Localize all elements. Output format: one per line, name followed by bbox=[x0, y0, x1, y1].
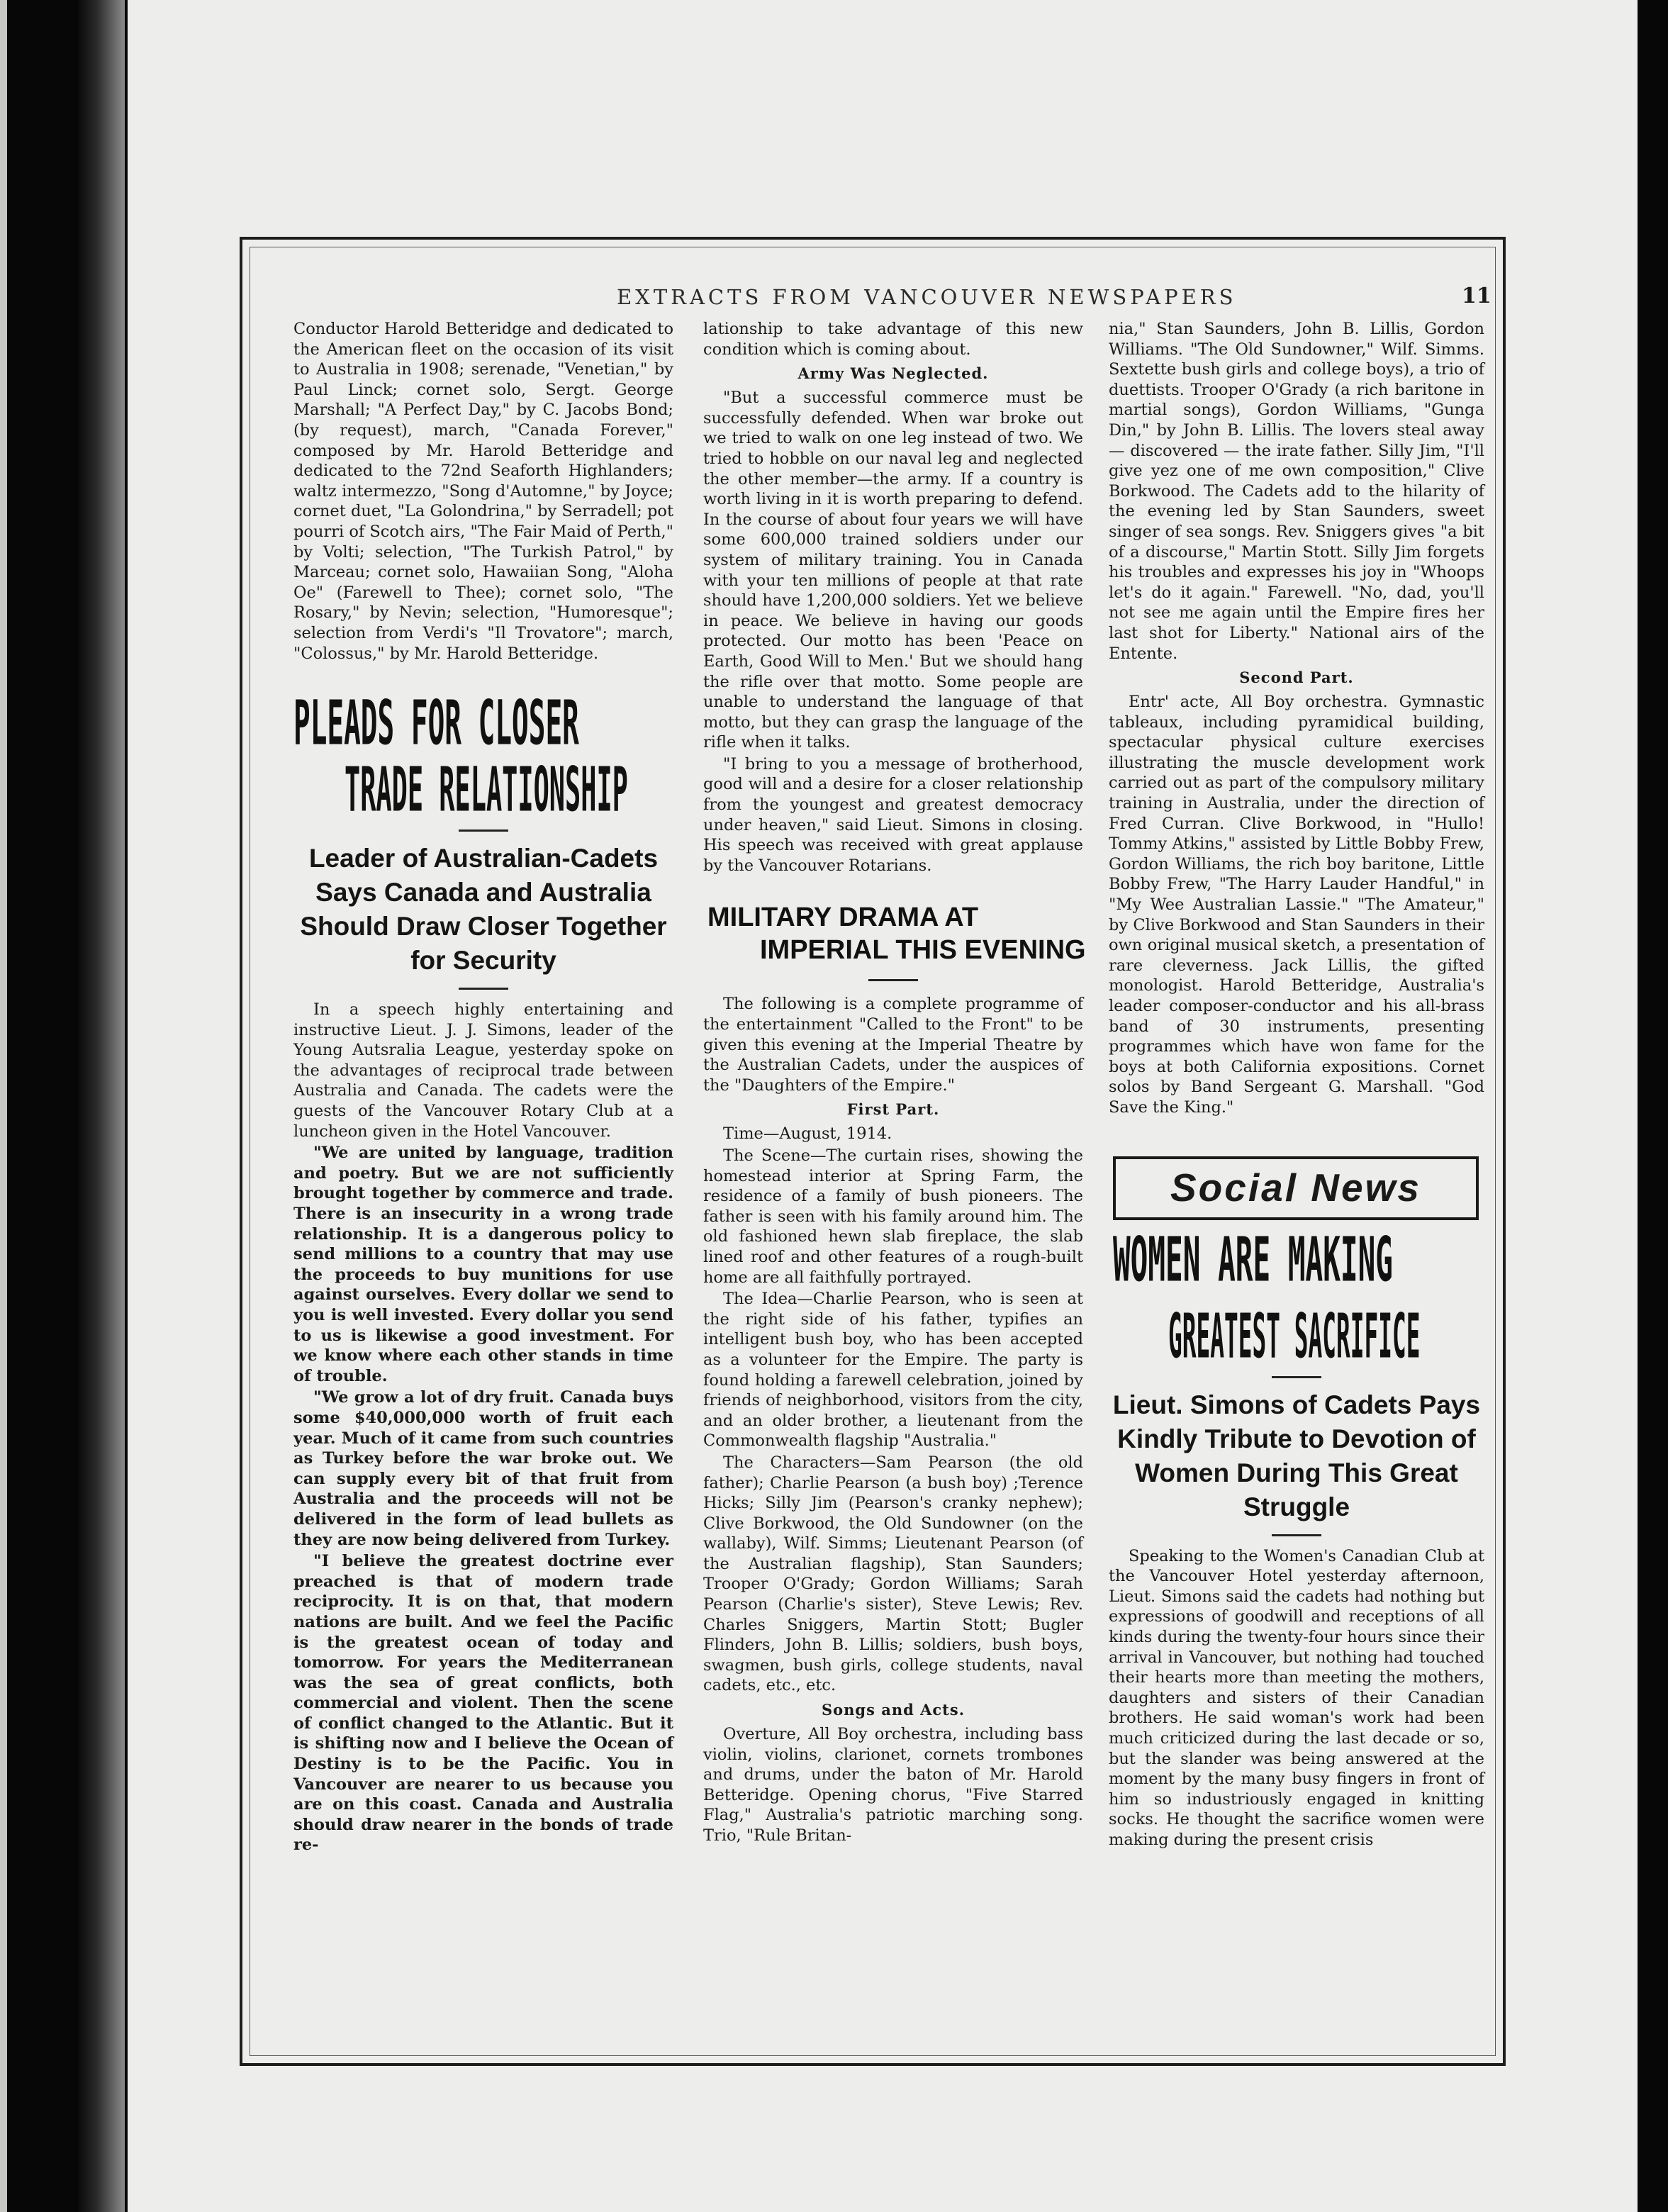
subhead-songs: Songs and Acts. bbox=[821, 1701, 965, 1719]
article-paragraph: "I believe the greatest doctrine ever preached is that of modern trade reciprocity. It is on that, that modern nations are built. And we feel the Pacific is the greatest ocean of today and tomorrow. For years the Mediterranean was the sea of great conflicts, both commercial and violent. Then the scene of conflict changed to the Atlantic. But it is shifting now and I believe the Ocean of Destiny is to be the Pacific. You in Vancouver are nearer to us because you are on this coast. Canada and Australia should draw nearer in the bonds of trade re- bbox=[293, 1552, 673, 1855]
headline-rule bbox=[868, 979, 918, 981]
social-news-banner: Social News bbox=[1113, 1156, 1479, 1220]
headline-line-1: WOMEN ARE MAKING bbox=[1113, 1224, 1393, 1295]
headline-rule bbox=[1272, 1376, 1321, 1378]
headline-rule bbox=[459, 830, 508, 832]
continuation: lationship to take advantage of this new condition which is coming about. bbox=[703, 320, 1083, 359]
page-number: 11 bbox=[1462, 284, 1491, 308]
programme-end: Conductor Harold Betteridge and dedicated to the American fleet on the occasion of its visit to Australia in 1908; serenade, "Venetian," by Paul Linck; cornet solo, Sergt. George Marshall; "A Perfect Day," by C. Jacobs Bond; (by request), march, "Canada Forever," composed by Mr. Harold Betteridge and dedicated to the 72nd Seaforth Highlanders; waltz intermezzo, "Song d'Automne," by Joyce; cornet duet, "La Golondrina," by Serradell; pot pourri of Scotch airs, "The Fair Maid of Perth," by Volti; selection, "The Turkish Patrol," by Marceau; cornet solo, Hawaiian Song, "Aloha Oe" (Farewell to Thee); cornet solo, "The Rosary," by Nevin; selection, "Humoresque"; selection from Verdi's "Il Trovatore"; march, "Colossus," by Mr. Harold Betteridge. bbox=[293, 320, 673, 663]
left-page-edge bbox=[0, 0, 7, 2212]
subhead-army: Army Was Neglected. bbox=[797, 364, 989, 383]
article-paragraph: Entr' acte, All Boy orchestra. Gymnastic tableaux, including pyramidical building, spectacular physical culture exercises illustrating the muscle development work carried out as part of the compulsory military training in Australia, under the direction of Fred Curran. Clive Borkwood, in "Hullo! Tommy Atkins," assisted by Little Bobby Frew, Gordon Williams, the rich boy baritone, Little Bobby Frew, "The Harry Lauder Handful," in "My Wee Australian Lassie." "The Amateur," by Clive Borkwood and Stan Saunders in their own original musical sketch, a presentation of rare cleverness. Jack Lillis, the gifted monologist. Harold Betteridge, Australia's leader composer-conductor and his all-brass band of 30 instruments, presenting programmes which have won fame for the boys at both California expositions. Cornet solos by Band Sergeant G. Marshall. "God Save the King." bbox=[1109, 693, 1484, 1117]
deck-rule bbox=[1272, 1534, 1321, 1536]
article-paragraph: "We grow a lot of dry fruit. Canada buys some $40,000,000 worth of fruit each year. Much of it came from such countries as Turkey before the war broke out. We can supply every bit of that fruit from Australia and the proceeds will not be delivered in the form of lead bullets as they are now being delivered from Turkey. bbox=[293, 1388, 673, 1549]
article-paragraph: In a speech highly entertaining and instructive Lieut. J. J. Simons, leader of the Young Autsralia League, yesterday spoke on the advantages of reciprocal trade between Australia and Canada. The cadets were the guests of the Vancouver Rotary Club at a luncheon given in the Hotel Vancouver. bbox=[293, 1000, 673, 1141]
deck-rule bbox=[459, 988, 508, 990]
article-paragraph: Overture, All Boy orchestra, including bass violin, violins, clarionet, cornets trombones and drums, under the baton of Mr. Harold Betteridge. Opening chorus, "Five Starred Flag," Australia's patriotic marching song. Trio, "Rule Britan- bbox=[703, 1725, 1083, 1845]
article-paragraph: "I bring to you a message of brotherhood, good will and a desire for a closer relationship from the youngest and greatest democracy under heaven," said Lieut. Simons in closing. His speech was received with great applause by the Vancouver Rotarians. bbox=[703, 754, 1083, 875]
headline-line-2: IMPERIAL THIS EVENING bbox=[760, 935, 1086, 966]
article-paragraph: The Scene—The curtain rises, showing the homestead interior at Spring Farm, the residence of a family of bush pioneers. The father is seen with his family around him. The old fashioned hewn slab fireplace, the slab lined roof and other features of a rough-built home are all faithfully portrayed. bbox=[703, 1146, 1083, 1287]
continuation: nia," Stan Saunders, John B. Lillis, Gordon Williams. "The Old Sundowner," Wilf. Simms. Sextette bush girls and college boys), a trio of duettists. Trooper O'Grady (a rich baritone in martial songs), Gordon Williams, "Gunga Din," by John B. Lillis. The lovers steal away — discovered — the irate father. Silly Jim, "I'll give yez one of me own composition," Clive Borkwood. The Cadets add to the hilarity of the evening led by Stan Saunders, sweet singer of sea songs. Rev. Sniggers gives "a bit of a discourse," Martin Stott. Silly Jim forgets his troubles and expresses his joy in "Whoops let's do it again." Farewell. "No, dad, you'll not see me again until the Empire fires her last shot for Liberty." National airs of the Entente. bbox=[1109, 320, 1484, 663]
article-paragraph: The Idea—Charlie Pearson, who is seen at the right side of his father, typifies an intelligent bush boy, who has been accepted as a volunteer for the Empire. The party is found holding a farewell celebration, joined by friends of neighborhood, visitors from the city, and an older brother, a lieutenant from the Commonwealth flagship "Australia." bbox=[703, 1290, 1083, 1451]
article-paragraph: Time—August, 1914. bbox=[723, 1124, 892, 1144]
deck: Lieut. Simons of Cadets Pays Kindly Tribute to Devotion of Women During This Great Struggle bbox=[1112, 1390, 1481, 1521]
headline-line-2: GREATEST SACRIFICE bbox=[1168, 1301, 1421, 1372]
column-1 bbox=[293, 319, 673, 1857]
binding-shadow bbox=[78, 0, 125, 2212]
subhead-first-part: First Part. bbox=[846, 1100, 940, 1119]
subhead-second-part: Second Part. bbox=[1239, 669, 1354, 687]
headline-line-1: MILITARY DRAMA AT bbox=[707, 903, 979, 933]
column-2 bbox=[703, 319, 1086, 1848]
headline-line-2: TRADE RELATIONSHIP bbox=[345, 754, 628, 826]
article-paragraph: Speaking to the Women's Canadian Club at the Vancouver Hotel yesterday afternoon, Lieut. Simons said the cadets had nothing but expressions of goodwill and receptions of all kinds during the twenty-four hours since their arrival in Vancouver, but nothing had touched their hearts more than meeting the mothers, daughters and sisters of their Canadian brothers. He said woman's work had been much criticized during the last decade or so, but the slander was being answered at the moment by the many busy fingers in front of him so industriously engaged in knitting socks. He thought the sacrifice women were making during the present crisis bbox=[1109, 1546, 1484, 1849]
headline-line-1: PLEADS FOR CLOSER bbox=[293, 688, 579, 759]
article-paragraph: "But a successful commerce must be successfully defended. When war broke out we tried to walk on one leg instead of two. We tried to hobble on our naval leg and neglected the other member—the army. If a country is worth living in it is worth preparing to defend. In the course of about four years we will have some 600,000 trained soldiers under our system of military training. You in Canada with your ten millions of people at that rate should have 1,200,000 soldiers. Yet we believe in peace. We believe in having our goods protected. Our motto has been 'Peace on Earth, Good Will to Men.' But we should hang the rifle over that motto. Some people are unable to understand the language of that motto, but they can grasp the language of the rifle when it talks. bbox=[703, 389, 1083, 752]
deck: Leader of Australian-Cadets Says Canada and Australia Should Draw Closer Together for Security bbox=[300, 844, 667, 976]
article-paragraph: The Characters—Sam Pearson (the old father); Charlie Pearson (a bush boy) ;Terence Hicks; Silly Jim (Pearson's cranky nephew); Clive Borkwood, the Old Sundowner (on the wallaby), Wilf. Simms; Lieutenant Pearson (of the Australian flagship), Stan Saunders; Trooper O'Grady; Gordon Williams; Sarah Pearson (Charlie's sister), Steve Lewis; Rev. Charles Sniggers, Martin Stott; Bugler Flinders, John B. Lillis; soldiers, bush boys, swagmen, bush girls, college students, naval cadets, etc., etc. bbox=[703, 1453, 1083, 1695]
column-3 bbox=[1109, 319, 1484, 1851]
article-paragraph: The following is a complete programme of the entertainment "Called to the Front" to be given this evening at the Imperial Theatre by the Australian Cadets, under the auspices of the "Daughters of the Empire." bbox=[703, 995, 1083, 1095]
article-paragraph: "We are united by language, tradition and poetry. But we are not sufficiently brought together by commerce and trade. There is an insecurity in a wrong trade relationship. It is a dangerous policy to send millions to a country that may use the proceeds to buy munitions for use against ourselves. Every dollar we send to you is well invested. Every dollar you send to us is likewise a good investment. For we know where each other stands in time of trouble. bbox=[293, 1144, 673, 1385]
running-head: EXTRACTS FROM VANCOUVER NEWSPAPERS bbox=[617, 285, 1237, 309]
